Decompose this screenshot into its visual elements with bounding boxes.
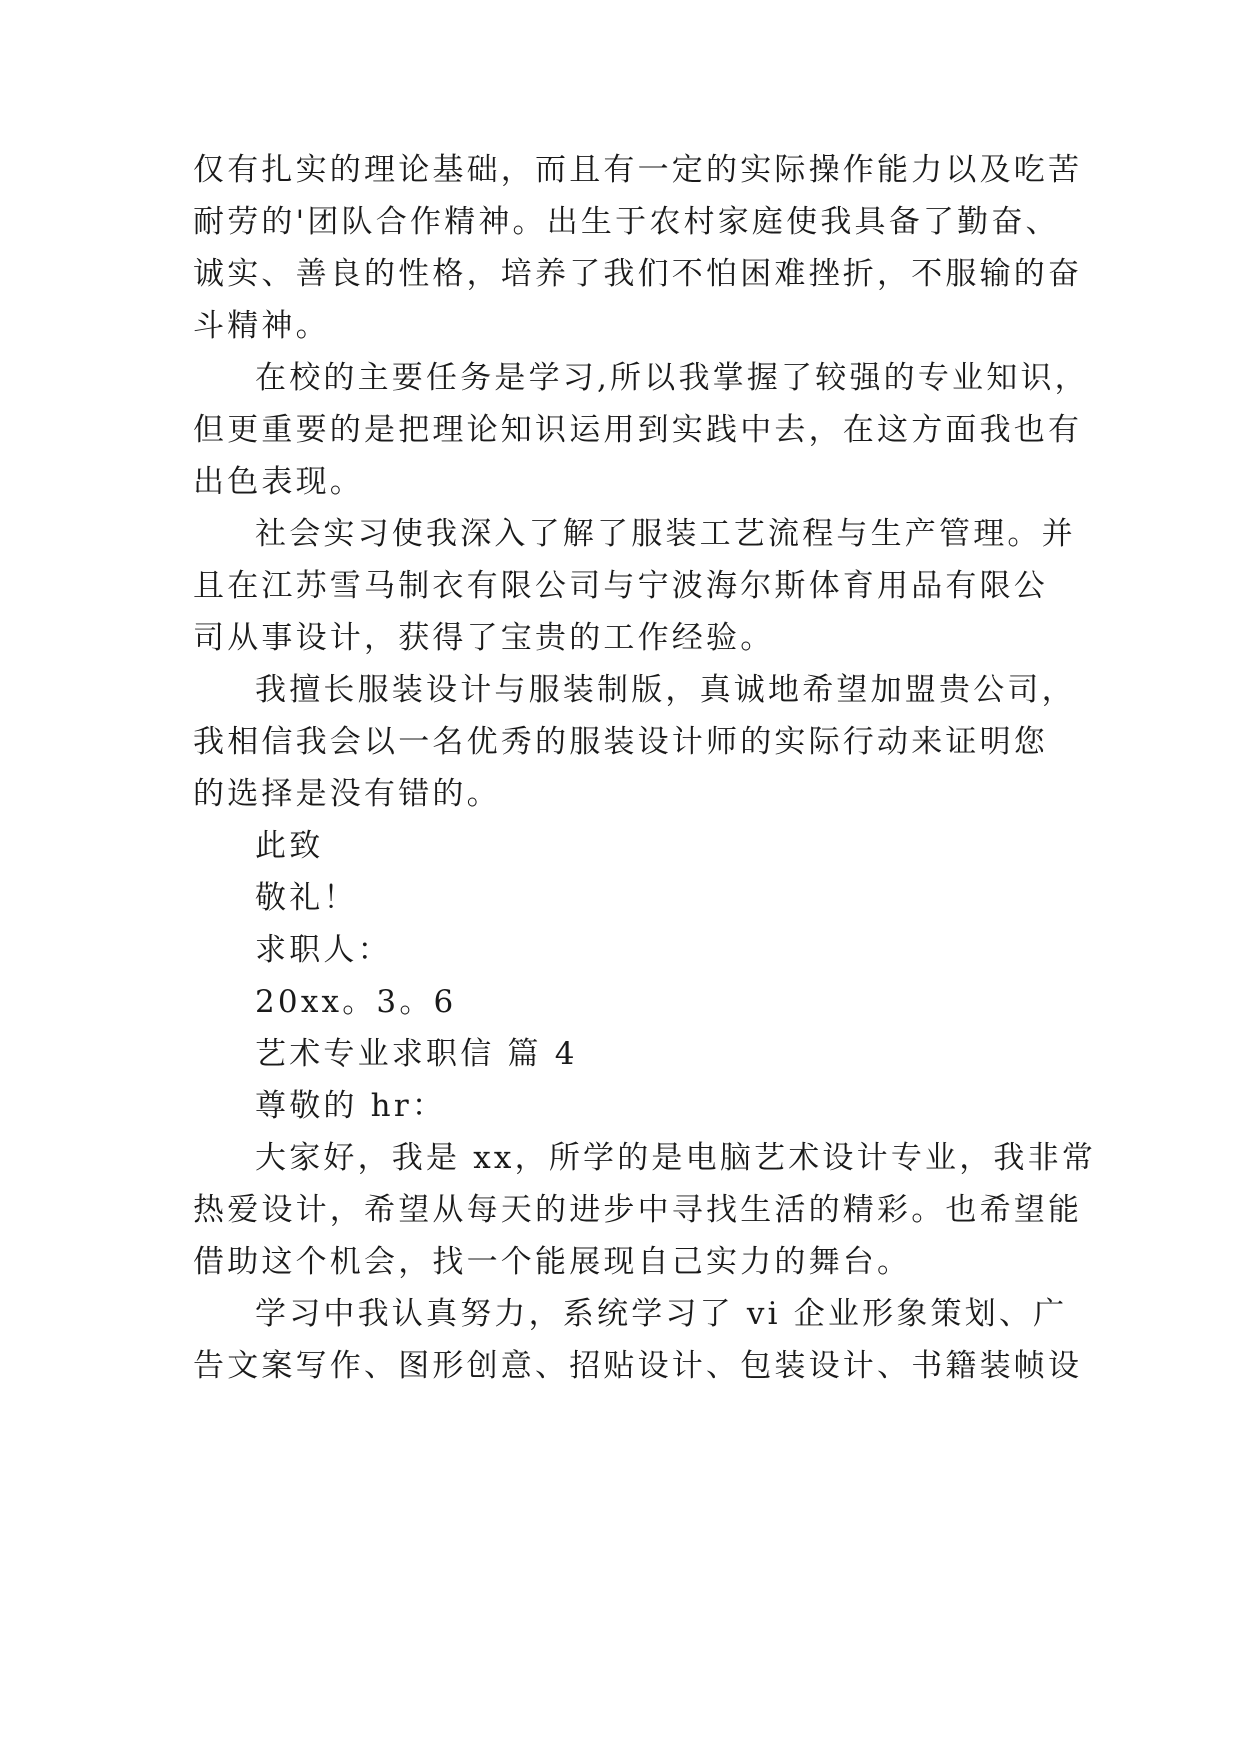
- paragraph-start-line: 在校的主要任务是学习,所以我掌握了较强的专业知识，: [255, 360, 1089, 396]
- text-line: 我相信我会以一名优秀的服装设计师的实际行动来证明您: [193, 724, 1048, 760]
- text-line: 借助这个机会，找一个能展现自己实力的舞台。: [193, 1244, 912, 1280]
- paragraph-start-line: 我擅长服装设计与服装制版，真诚地希望加盟贵公司，: [255, 672, 1076, 708]
- text-line: 耐劳的'团队合作精神。出生于农村家庭使我具备了勤奋、: [193, 204, 1060, 240]
- text-line: 出色表现。: [193, 464, 364, 500]
- text-line: 诚实、善良的性格，培养了我们不怕困难挫折，不服输的奋: [193, 256, 1083, 292]
- letter-greeting: 尊敬的 hr：: [255, 1088, 447, 1124]
- text-line: 且在江苏雪马制衣有限公司与宁波海尔斯体育用品有限公: [193, 568, 1048, 604]
- closing-salutation: 此致: [255, 828, 324, 864]
- text-line: 仅有扎实的理论基础，而且有一定的实际操作能力以及吃苦: [193, 152, 1083, 188]
- paragraph-start-line: 社会实习使我深入了解了服装工艺流程与生产管理。并: [255, 516, 1076, 552]
- section-heading: 艺术专业求职信 篇 4: [255, 1036, 578, 1072]
- text-line: 热爱设计，希望从每天的进步中寻找生活的精彩。也希望能: [193, 1192, 1083, 1228]
- text-line: 的选择是没有错的。: [193, 776, 501, 812]
- letter-date: 20xx。3。6: [255, 984, 457, 1020]
- text-line: 但更重要的是把理论知识运用到实践中去，在这方面我也有: [193, 412, 1083, 448]
- paragraph-start-line: 大家好，我是 xx，所学的是电脑艺术设计专业，我非常: [255, 1140, 1097, 1176]
- text-line: 司从事设计，获得了宝贵的工作经验。: [193, 620, 775, 656]
- text-line: 斗精神。: [193, 308, 330, 344]
- text-line: 告文案写作、图形创意、招贴设计、包装设计、书籍装帧设: [193, 1348, 1083, 1384]
- paragraph-start-line: 学习中我认真努力，系统学习了 vi 企业形象策划、广: [255, 1296, 1068, 1332]
- closing-regards: 敬礼！: [255, 880, 358, 916]
- applicant-signature-label: 求职人：: [255, 932, 392, 968]
